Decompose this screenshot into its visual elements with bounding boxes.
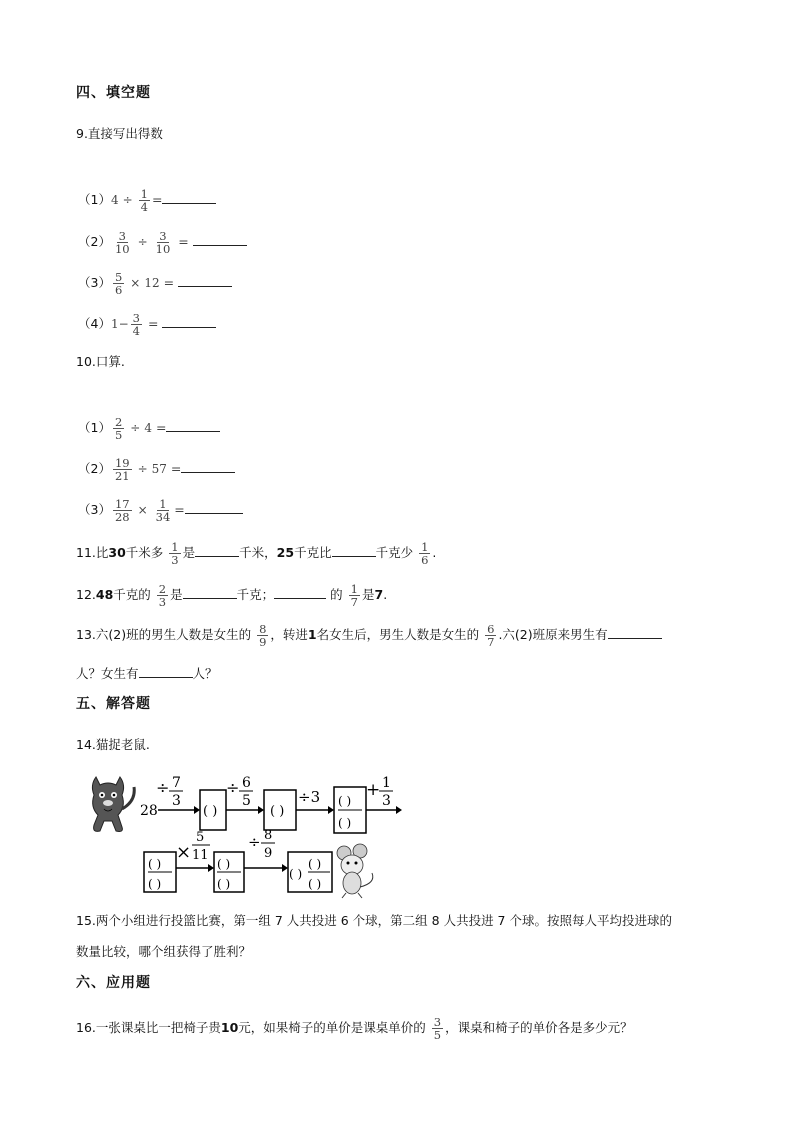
paren: ( ) (217, 857, 231, 871)
number: 25 (276, 545, 295, 560)
text: 人？ (192, 666, 218, 681)
fraction: $\frac{1}{6}$ (421, 540, 429, 567)
answer-blank[interactable] (162, 315, 216, 328)
answer-blank[interactable] (162, 191, 216, 204)
text: 的 (330, 587, 343, 602)
operand: 57 (151, 462, 167, 476)
text: 千米， (239, 545, 277, 560)
equals-sign: = (151, 192, 163, 207)
fraction: $\frac{6}{7}$ (487, 622, 495, 649)
op-num: 1 (382, 775, 391, 791)
text: 11.比 (76, 545, 109, 560)
op-divide-three: ÷3 (298, 788, 321, 806)
fraction: $\frac{2}{3}$ (158, 582, 167, 609)
operand: 12 (144, 276, 160, 290)
equals-sign: = (163, 275, 175, 290)
question-13-line-1 (76, 623, 662, 648)
item-label: （3） (78, 502, 111, 517)
operator: ÷ (130, 421, 141, 435)
answer-blank[interactable] (139, 665, 193, 678)
text: ，课桌和椅子的单价各是多少元？ (445, 1020, 633, 1035)
text: ，转进 (270, 627, 308, 642)
operator: − (118, 317, 129, 331)
text: 元，如果椅子的单价是课桌单价的 (238, 1020, 426, 1035)
text: . (383, 587, 388, 602)
op-num: 6 (242, 775, 251, 791)
cat-mouse-flow-diagram (86, 765, 406, 900)
q9-item-2 (78, 230, 247, 255)
paren: ( ) (270, 804, 285, 819)
op-divide-symbol: ÷ (248, 833, 261, 851)
operand: 1 (110, 317, 119, 331)
number: 30 (108, 545, 126, 560)
paren: ( ) (148, 857, 162, 871)
operand: 4 (144, 421, 152, 435)
q10-item-1 (78, 416, 220, 441)
equals-sign: = (155, 420, 167, 435)
operand: 4 (110, 193, 119, 207)
question-16 (76, 1016, 633, 1041)
equals-sign: = (174, 502, 185, 517)
question-12 (76, 583, 387, 608)
item-label: （2） (78, 234, 111, 249)
operator: × (130, 276, 141, 290)
start-number: 28 (140, 803, 158, 819)
paren: ( ) (308, 877, 322, 891)
q9-item-1 (78, 188, 216, 213)
section-title-application: 六、应用题 (76, 975, 151, 991)
text: . (432, 545, 437, 560)
fraction: $\frac{3}{5}$ (433, 1015, 442, 1042)
text: 13.六(2)班的男生人数是女生的 (76, 627, 252, 642)
fraction: $\frac{2}{5}$ (114, 415, 123, 442)
op-num: 8 (264, 828, 273, 843)
equals-sign: = (147, 316, 159, 331)
text: 名女生后，男生人数是女生的 (316, 627, 480, 642)
op-num: 7 (172, 775, 181, 791)
section-title-fill-blank: 四、填空题 (76, 85, 151, 101)
fraction: $\frac{1}{7}$ (350, 582, 358, 609)
fraction: $\frac{17}{28}$ (114, 497, 130, 524)
operator: ÷ (137, 235, 148, 249)
answer-blank[interactable] (193, 233, 247, 246)
paren: ( ) (289, 867, 303, 881)
fraction: $\frac{1}{34}$ (155, 497, 171, 524)
fraction: $\frac{19}{21}$ (114, 456, 130, 483)
cat-icon (92, 777, 134, 832)
q10-item-3 (78, 498, 243, 523)
op-den: 5 (242, 793, 251, 809)
text: 是 (361, 587, 375, 602)
text: 是 (170, 587, 183, 602)
text: 千克少 (375, 545, 414, 560)
text: 千克的 (113, 587, 151, 602)
operator: ÷ (137, 462, 148, 476)
text: 千克； (236, 587, 275, 602)
text: 千克比 (294, 545, 332, 560)
operator: × (137, 503, 148, 517)
paren: ( ) (338, 794, 352, 808)
item-label: （1） (78, 420, 111, 435)
answer-blank[interactable] (166, 419, 220, 432)
fraction: $\frac{5}{6}$ (114, 270, 123, 297)
number: 7 (374, 587, 384, 602)
text: .六(2)班原来男生有 (498, 627, 608, 642)
op-den: 3 (382, 793, 391, 809)
item-label: （2） (78, 461, 111, 476)
fraction: $\frac{1}{4}$ (140, 187, 148, 214)
mouse-icon (337, 844, 373, 898)
q9-item-3 (78, 271, 232, 296)
answer-blank[interactable] (181, 460, 235, 473)
question-13-line-2 (76, 664, 218, 682)
number: 48 (95, 587, 114, 602)
question-11 (76, 541, 436, 566)
text: 16.一张课桌比一把椅子贵 (76, 1020, 221, 1035)
op-divide-symbol: ÷ (226, 778, 240, 797)
op-divide-symbol: ÷ (156, 778, 170, 797)
question-9-title: 9.直接写出得数 (76, 126, 163, 141)
paren: ( ) (308, 857, 322, 871)
fraction: $\frac{3}{10}$ (155, 229, 171, 256)
question-10-title: 10.口算. (76, 354, 125, 369)
answer-blank[interactable] (195, 544, 239, 557)
section-title-solve: 五、解答题 (76, 696, 151, 712)
fraction: $\frac{3}{10}$ (114, 229, 130, 256)
item-label: （4） (78, 316, 111, 331)
op-den: 9 (264, 846, 273, 861)
paren: ( ) (338, 816, 352, 830)
text: 12. (76, 587, 96, 602)
answer-blank[interactable] (183, 586, 237, 599)
op-times-symbol: × (176, 842, 192, 863)
item-label: （3） (78, 275, 111, 290)
op-num: 5 (196, 830, 205, 845)
q9-item-4 (78, 312, 216, 337)
fraction: $\frac{3}{4}$ (132, 311, 140, 338)
number: 10 (220, 1020, 239, 1035)
question-15-line-1: 15.两个小组进行投篮比赛，第一组 7 人共投进 6 个球，第二组 8 人共投进 7 个球。按照每人平均投进球的 (76, 913, 672, 928)
operator: ÷ (122, 193, 133, 207)
op-plus-symbol: + (366, 780, 381, 800)
fraction: $\frac{8}{9}$ (259, 622, 267, 649)
text: 人？女生有 (76, 666, 139, 681)
q10-item-2 (78, 457, 235, 482)
paren: ( ) (148, 877, 162, 891)
text: 千米多 (125, 545, 164, 560)
answer-blank[interactable] (274, 586, 326, 599)
question-14-title: 14.猫捉老鼠. (76, 737, 150, 752)
text: 是 (182, 545, 196, 560)
answer-blank[interactable] (185, 501, 243, 514)
equals-sign: = (178, 234, 189, 249)
fraction: $\frac{1}{3}$ (171, 540, 179, 567)
answer-blank[interactable] (332, 544, 376, 557)
answer-blank[interactable] (608, 626, 662, 639)
op-den: 3 (172, 793, 181, 809)
paren: ( ) (203, 804, 218, 819)
number: 1 (307, 627, 317, 642)
paren: ( ) (217, 877, 231, 891)
answer-blank[interactable] (178, 274, 232, 287)
item-label: （1） (78, 192, 111, 207)
question-15-line-2: 数量比较，哪个组获得了胜利？ (76, 944, 252, 959)
op-den: 11 (192, 848, 209, 863)
equals-sign: = (170, 461, 182, 476)
